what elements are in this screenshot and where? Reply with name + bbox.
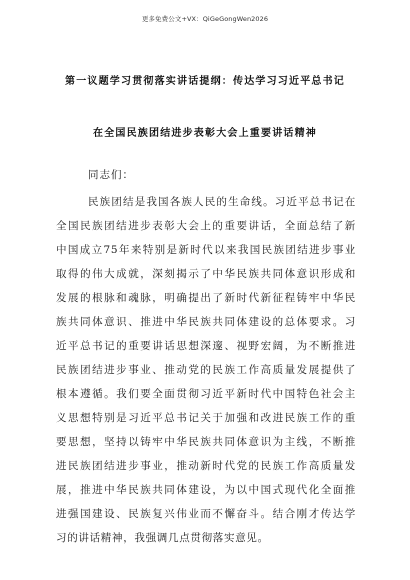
paragraph-line: 根本遵循。我们要全面贯彻习近平新时代中国特色社会主 [56, 388, 356, 400]
paragraph-line: 要思想，坚持以铸牢中华民族共同体意识为主线，不断推 [56, 436, 356, 448]
document-title-line-2: 在全国民族团结进步表彰大会上重要讲话精神 [93, 128, 317, 139]
paragraph-line: 进民族团结进步事业，推动新时代党的民族工作高质量发 [56, 460, 356, 472]
paragraph-line: 族共同体意识、推进中华民族共同体建设的总体要求。习 [56, 316, 356, 328]
paragraph-line: 习的讲话精神，我强调几点贯彻落实意见。 [56, 532, 269, 544]
paragraph-line: 展，推进中华民族共同体建设，为以中国式现代化全面推 [56, 484, 356, 496]
header-watermark-note: 更多免费公文+VX：QiGeGongWen2026 [141, 15, 269, 23]
salutation: 同志们： [88, 169, 134, 181]
paragraph-line: 近平总书记的重要讲话思想深邃、视野宏阔，为不断推进 [56, 340, 356, 352]
paragraph-line: 民族团结是我国各族人民的生命线。习近平总书记在 [88, 196, 356, 208]
paragraph-line: 进强国建设、民族复兴伟业而不懈奋斗。结合刚才传达学 [56, 508, 356, 520]
document-title-line-1: 第一议题学习贯彻落实讲话提纲：传达学习习近平总书记 [65, 76, 345, 87]
paragraph-line: 取得的伟大成就，深刻揭示了中华民族共同体意识形成和 [56, 268, 356, 280]
paragraph-line: 民族团结进步事业、推动党的民族工作高质量发展提供了 [56, 364, 356, 376]
paragraph-line: 发展的根脉和魂脉，明确提出了新时代新征程铸牢中华民 [56, 292, 356, 304]
paragraph-line: 全国民族团结进步表彰大会上的重要讲话，全面总结了新 [56, 220, 356, 232]
paragraph-line: 中国成立75年来特别是新时代以来我国民族团结进步事业 [56, 244, 356, 256]
paragraph-line: 义思想特别是习近平总书记关于加强和改进民族工作的重 [56, 412, 356, 424]
